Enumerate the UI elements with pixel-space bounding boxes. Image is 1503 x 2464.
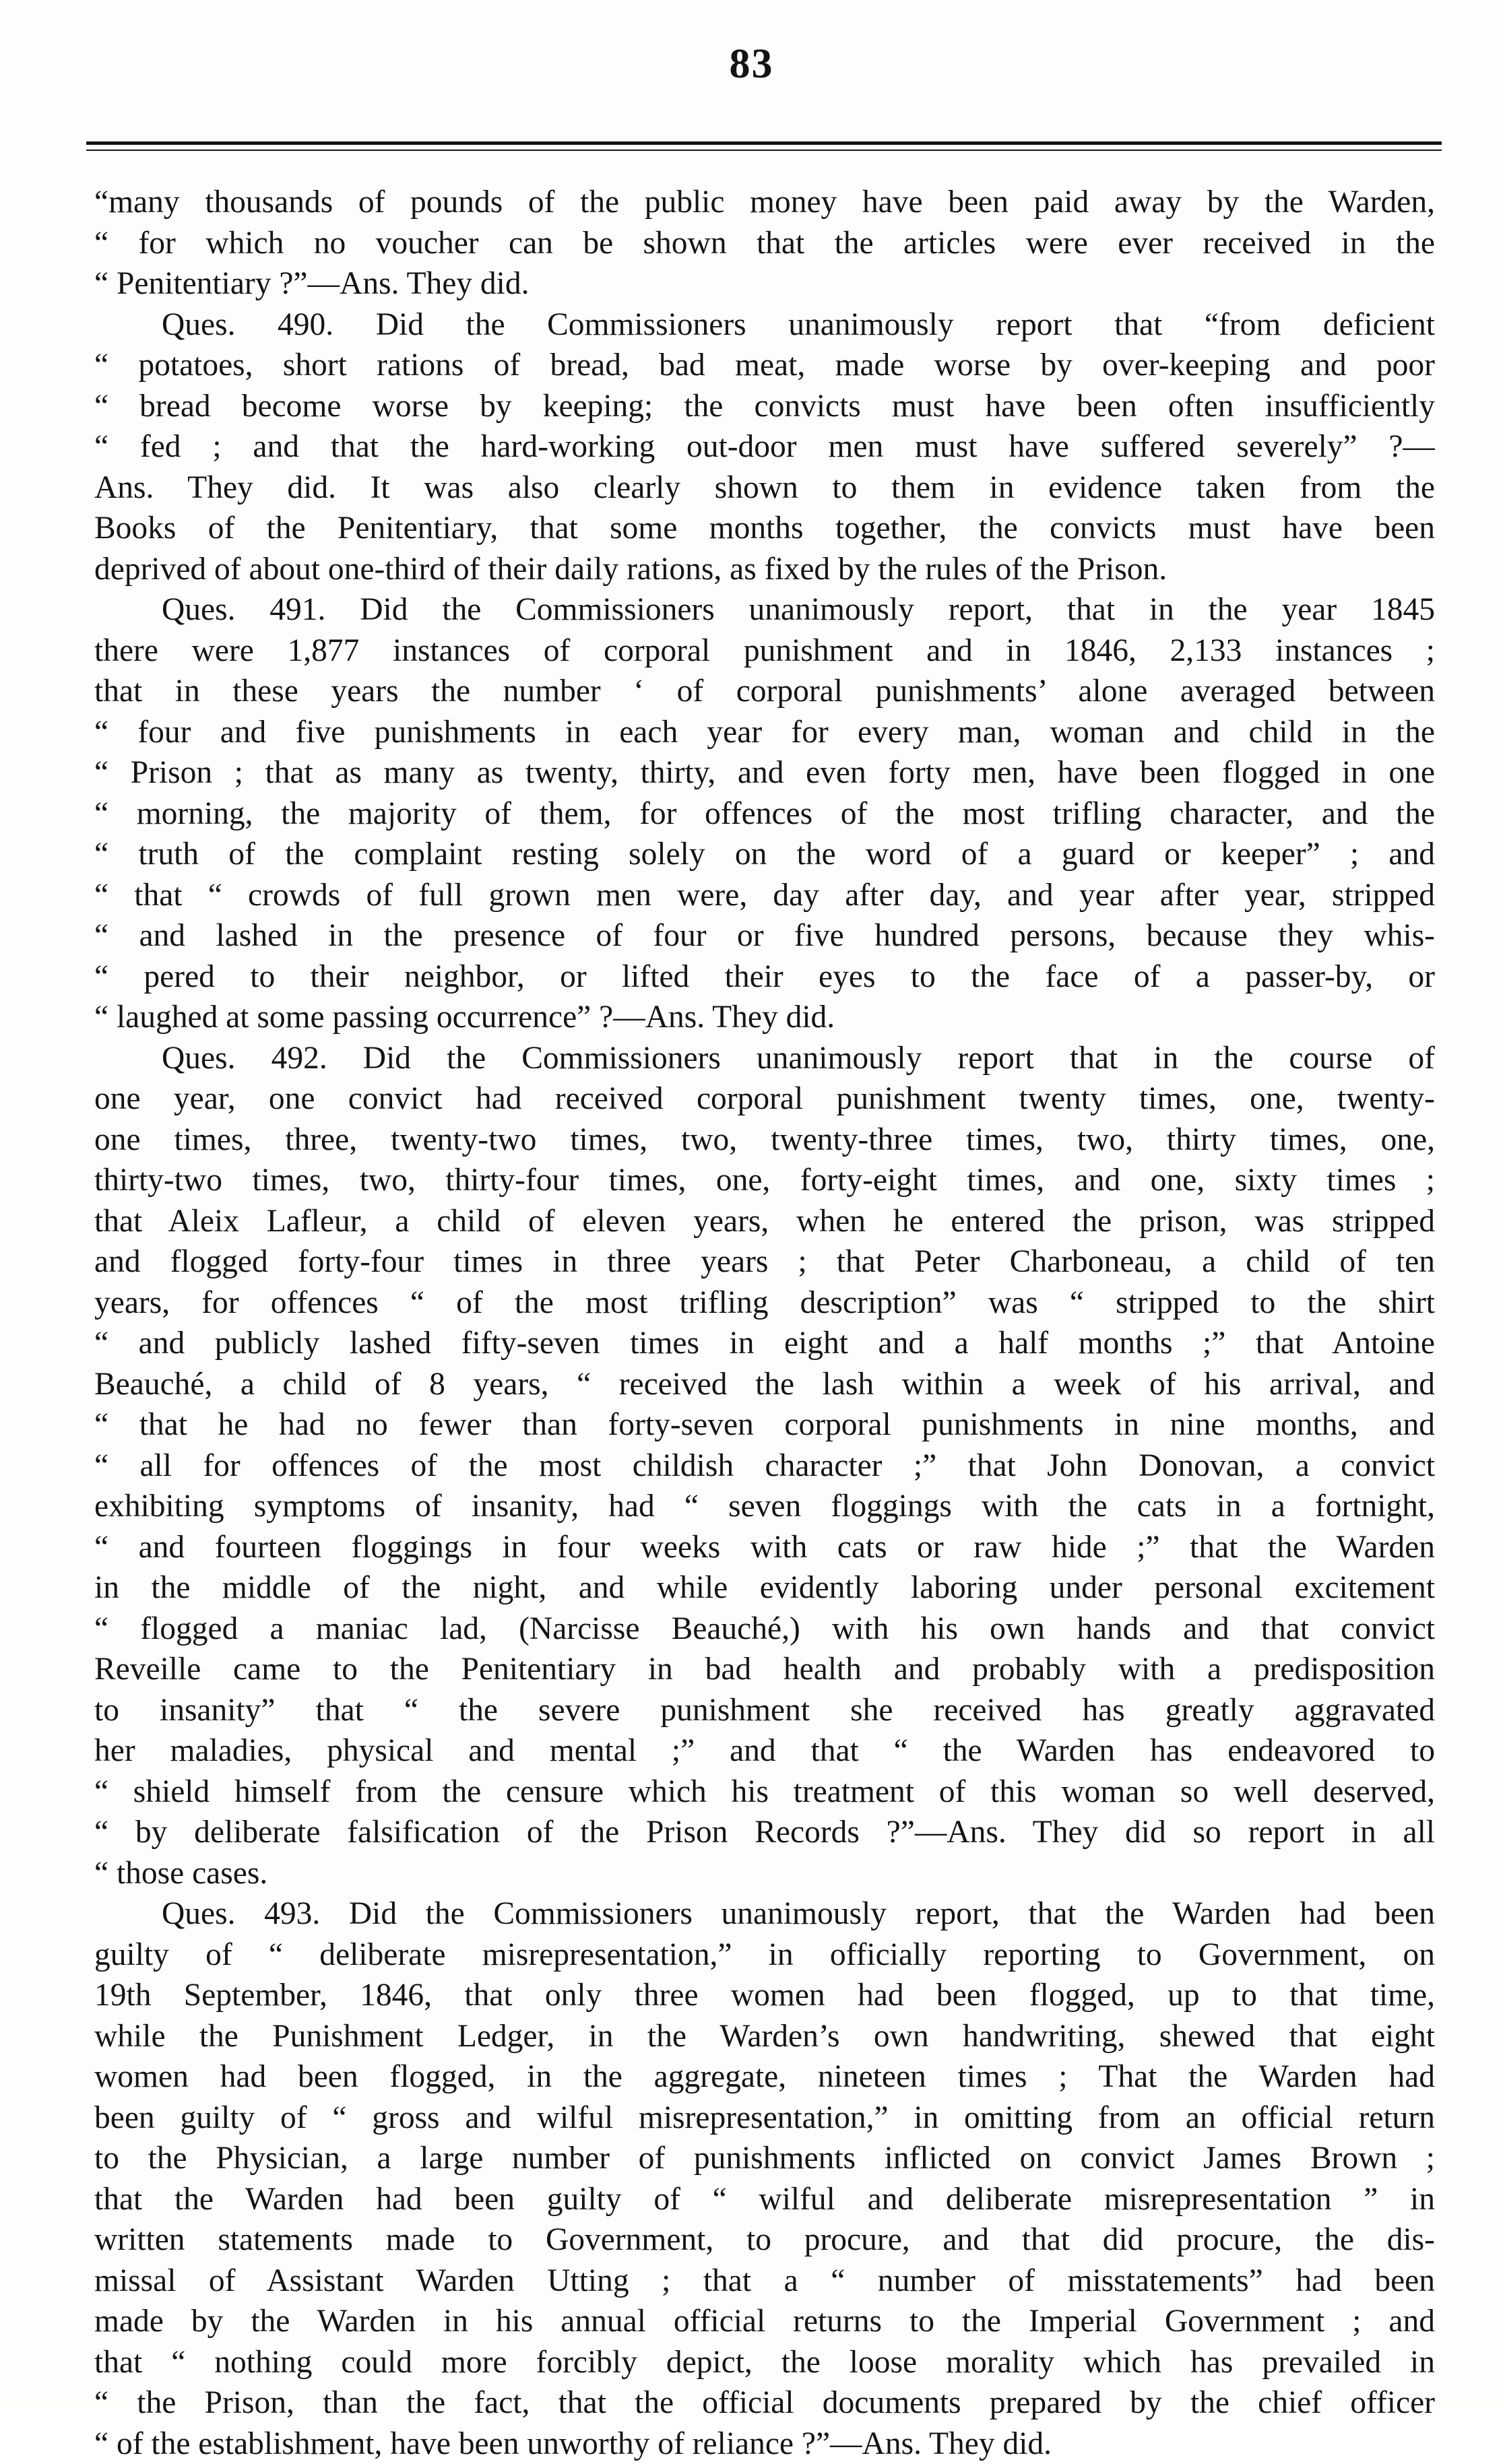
text-line: women had been flogged, in the aggregate, nineteen times ; That the Warden had — [94, 2056, 1435, 2098]
text-line: Ques. 490. Did the Commissioners unanimously report that “from deficient — [94, 304, 1435, 346]
text-line: one times, three, twenty-two times, two, twenty-three times, two, thirty times, one, — [94, 1120, 1435, 1161]
text-line: Reveille came to the Penitentiary in bad health and probably with a predisposition — [94, 1649, 1435, 1690]
text-line: “ the Prison, than the fact, that the official documents prepared by the chief officer — [94, 2382, 1435, 2424]
text-line: there were 1,877 instances of corporal punishment and in 1846, 2,133 instances ; — [94, 630, 1435, 672]
text-line: that “ nothing could more forcibly depict, the loose morality which has prevailed in — [94, 2342, 1435, 2383]
text-line: Ques. 492. Did the Commissioners unanimously report that in the course of — [94, 1038, 1435, 1079]
text-line: “ Prison ; that as many as twenty, thirty, and even forty men, have been flogged in one — [94, 752, 1435, 793]
text-line: “ fed ; and that the hard-working out-door men must have suffered severely” ?— — [94, 426, 1435, 467]
text-line: “ by deliberate falsification of the Prison Records ?”—Ans. They did so report in all — [94, 1812, 1435, 1853]
text-line: “ bread become worse by keeping; the convicts must have been often insufficiently — [94, 386, 1435, 427]
body-text — [94, 182, 1435, 2464]
text-line: to the Physician, a large number of punishments inflicted on convict James Brown ; — [94, 2138, 1435, 2179]
header-rule-thick — [86, 141, 1442, 145]
text-line: “many thousands of pounds of the public money have been paid away by the Warden, — [94, 182, 1435, 223]
text-line: Beauché, a child of 8 years, “ received the lash within a week of his arrival, and — [94, 1364, 1435, 1405]
text-line: missal of Assistant Warden Utting ; that a “ number of misstatements” had been — [94, 2261, 1435, 2302]
text-line: made by the Warden in his annual official returns to the Imperial Government ; and — [94, 2301, 1435, 2342]
text-line: in the middle of the night, and while evidently laboring under personal excitement — [94, 1567, 1435, 1609]
text-line: “ flogged a maniac lad, (Narcisse Beauché,) with his own hands and that convict — [94, 1609, 1435, 1650]
text-line: “ and publicly lashed fifty-seven times in eight and a half months ;” that Antoine — [94, 1323, 1435, 1364]
text-line: “ that he had no fewer than forty-seven corporal punishments in nine months, and — [94, 1404, 1435, 1446]
text-line: Books of the Penitentiary, that some months together, the convicts must have been — [94, 508, 1435, 549]
text-line: “ shield himself from the censure which his treatment of this woman so well deserved, — [94, 1772, 1435, 1813]
text-line: Ques. 493. Did the Commissioners unanimously report, that the Warden had been — [94, 1893, 1435, 1935]
text-line: “ Penitentiary ?”—Ans. They did. — [94, 263, 1435, 304]
text-line: written statements made to Government, to procure, and that did procure, the dis- — [94, 2219, 1435, 2261]
text-line: “ and lashed in the presence of four or five hundred persons, because they whis- — [94, 915, 1435, 957]
text-line: and flogged forty-four times in three years ; that Peter Charboneau, a child of ten — [94, 1241, 1435, 1283]
text-line: thirty-two times, two, thirty-four times, one, forty-eight times, and one, sixty times ; — [94, 1160, 1435, 1201]
text-line: “ that “ crowds of full grown men were, day after day, and year after year, stripped — [94, 875, 1435, 916]
text-line: that in these years the number ‘ of corporal punishments’ alone averaged between — [94, 671, 1435, 712]
text-line: “ four and five punishments in each year for every man, woman and child in the — [94, 712, 1435, 753]
text-line: Ans. They did. It was also clearly shown to them in evidence taken from the — [94, 467, 1435, 509]
text-line: one year, one convict had received corporal punishment twenty times, one, twenty- — [94, 1078, 1435, 1120]
text-line: exhibiting symptoms of insanity, had “ seven floggings with the cats in a fortnight, — [94, 1486, 1435, 1527]
header-rule-thin — [86, 150, 1442, 151]
text-line: “ potatoes, short rations of bread, bad meat, made worse by over-keeping and poor — [94, 345, 1435, 386]
text-line: been guilty of “ gross and wilful misrepresentation,” in omitting from an official return — [94, 2098, 1435, 2139]
text-line: deprived of about one-third of their daily rations, as fixed by the rules of the Prison. — [94, 549, 1435, 590]
text-line: “ those cases. — [94, 1853, 1435, 1894]
text-line: Ques. 491. Did the Commissioners unanimously report, that in the year 1845 — [94, 589, 1435, 630]
text-line: that Aleix Lafleur, a child of eleven years, when he entered the prison, was stripped — [94, 1201, 1435, 1242]
text-line: “ laughed at some passing occurrence” ?—Ans. They did. — [94, 997, 1435, 1038]
text-line: “ of the establishment, have been unworthy of reliance ?”—Ans. They did. — [94, 2424, 1435, 2464]
text-line: “ for which no voucher can be shown that the articles were ever received in the — [94, 223, 1435, 264]
text-line: “ all for offences of the most childish character ;” that John Donovan, a convict — [94, 1446, 1435, 1487]
text-line: that the Warden had been guilty of “ wilful and deliberate misrepresentation ” in — [94, 2179, 1435, 2220]
text-line: years, for offences “ of the most trifling description” was “ stripped to the shirt — [94, 1283, 1435, 1324]
text-line: “ pered to their neighbor, or lifted their eyes to the face of a passer-by, or — [94, 957, 1435, 998]
text-line: while the Punishment Ledger, in the Warden’s own handwriting, shewed that eight — [94, 2016, 1435, 2057]
text-line: “ morning, the majority of them, for offences of the most trifling character, and the — [94, 793, 1435, 835]
text-line: her maladies, physical and mental ;” and that “ the Warden has endeavored to — [94, 1730, 1435, 1772]
text-line: “ truth of the complaint resting solely on the word of a guard or keeper” ; and — [94, 834, 1435, 875]
text-line: guilty of “ deliberate misrepresentation,” in officially reporting to Government, on — [94, 1935, 1435, 1976]
text-line: “ and fourteen floggings in four weeks with cats or raw hide ;” that the Warden — [94, 1527, 1435, 1568]
text-line: 19th September, 1846, that only three women had been flogged, up to that time, — [94, 1975, 1435, 2016]
text-line: to insanity” that “ the severe punishment she received has greatly aggravated — [94, 1690, 1435, 1731]
page-number: 83 — [0, 40, 1503, 88]
